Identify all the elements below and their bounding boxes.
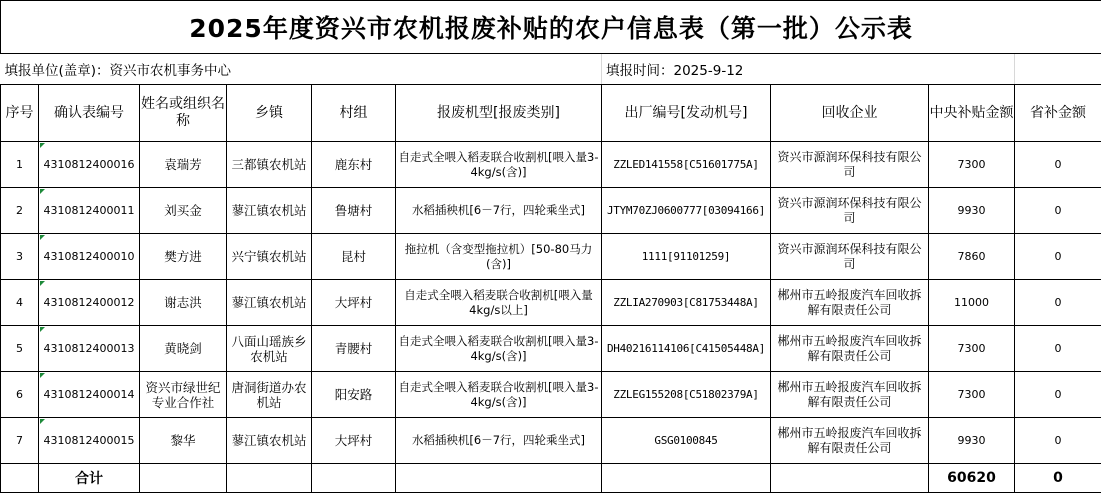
cell-seq: 1	[1, 142, 39, 188]
cell-confirm-no-text: 4310812400015	[43, 434, 135, 447]
cell-name: 刘买金	[140, 188, 227, 234]
cell-factory-no: ZZLIA270903[C81753448A]	[602, 280, 771, 326]
cell-factory-no: ZZLED141558[C51601775A]	[602, 142, 771, 188]
cell-confirm-no	[39, 418, 140, 464]
header-central-subsidy: 中央补贴金额	[929, 85, 1015, 142]
cell-model: 水稻插秧机[6－7行，四轮乘坐式]	[396, 418, 602, 464]
cell-seq: 5	[1, 326, 39, 372]
cell-company: 郴州市五岭报废汽车回收拆解有限责任公司	[771, 372, 929, 418]
cell-central-subsidy: 7300	[929, 142, 1015, 188]
cell-town: 蓼江镇农机站	[227, 188, 312, 234]
reporting-unit: 填报单位(盖章)：资兴市农机事务中心	[1, 54, 396, 85]
cell-model: 自走式全喂入稻麦联合收割机[喂入量3-4kg/s(含)]	[396, 372, 602, 418]
cell-model: 自走式全喂入稻麦联合收割机[喂入量4kg/s以上]	[396, 280, 602, 326]
header-confirm-no: 确认表编号	[39, 85, 140, 142]
cell-village: 阳安路	[312, 372, 396, 418]
cell-seq: 4	[1, 280, 39, 326]
cell-village: 鲁塘村	[312, 188, 396, 234]
cell-central-subsidy: 9930	[929, 418, 1015, 464]
cell-provincial-subsidy: 0	[1015, 234, 1101, 280]
table-row	[1, 188, 1101, 234]
total-provincial-subsidy: 0	[1015, 464, 1101, 493]
cell-factory-no: JTYM70ZJ0600777[03094166]	[602, 188, 771, 234]
table-row	[1, 234, 1101, 280]
cell-factory-no: ZZLEG155208[C51802379A]	[602, 372, 771, 418]
cell-confirm-no-text: 4310812400010	[43, 250, 135, 263]
cell-marker-icon	[40, 189, 45, 194]
cell-village: 鹿东村	[312, 142, 396, 188]
empty-cell	[1, 464, 39, 493]
empty-cell	[929, 54, 1015, 85]
cell-model: 自走式全喂入稻麦联合收割机[喂入量3-4kg/s(含)]	[396, 326, 602, 372]
header-seq: 序号	[1, 85, 39, 142]
cell-central-subsidy: 7860	[929, 234, 1015, 280]
cell-factory-no: GSG0100845	[602, 418, 771, 464]
cell-factory-no: DH40216114106[C41505448A]	[602, 326, 771, 372]
cell-name: 袁瑞芳	[140, 142, 227, 188]
cell-town: 八面山瑶族乡农机站	[227, 326, 312, 372]
cell-company: 资兴市源润环保科技有限公司	[771, 234, 929, 280]
cell-provincial-subsidy: 0	[1015, 372, 1101, 418]
cell-marker-icon	[40, 373, 45, 378]
cell-confirm-no-text: 4310812400014	[43, 388, 135, 401]
cell-village: 昆村	[312, 234, 396, 280]
empty-cell	[312, 464, 396, 493]
empty-cell	[771, 464, 929, 493]
title-row	[1, 1, 1101, 54]
cell-confirm-no	[39, 326, 140, 372]
cell-town: 蓼江镇农机站	[227, 280, 312, 326]
cell-central-subsidy: 9930	[929, 188, 1015, 234]
cell-confirm-no	[39, 142, 140, 188]
table-row	[1, 326, 1101, 372]
cell-confirm-no-text: 4310812400011	[43, 204, 135, 217]
empty-cell	[1015, 54, 1101, 85]
cell-company: 郴州市五岭报废汽车回收拆解有限责任公司	[771, 326, 929, 372]
empty-cell	[396, 464, 602, 493]
header-provincial-subsidy: 省补金额	[1015, 85, 1101, 142]
cell-village: 大坪村	[312, 280, 396, 326]
total-central-subsidy: 60620	[929, 464, 1015, 493]
cell-village: 青腰村	[312, 326, 396, 372]
empty-cell	[227, 464, 312, 493]
cell-name: 樊方进	[140, 234, 227, 280]
header-factory-no: 出厂编号[发动机号]	[602, 85, 771, 142]
cell-company: 郴州市五岭报废汽车回收拆解有限责任公司	[771, 280, 929, 326]
cell-factory-no: 1111[91101259]	[602, 234, 771, 280]
empty-cell	[140, 464, 227, 493]
total-label: 合计	[39, 464, 140, 493]
cell-marker-icon	[40, 281, 45, 286]
cell-company: 郴州市五岭报废汽车回收拆解有限责任公司	[771, 418, 929, 464]
page-title: 2025年度资兴市农机报废补贴的农户信息表（第一批）公示表	[1, 1, 1101, 54]
cell-name: 黎华	[140, 418, 227, 464]
cell-town: 三都镇农机站	[227, 142, 312, 188]
header-name: 姓名或组织名称	[140, 85, 227, 142]
table-row	[1, 372, 1101, 418]
cell-seq: 6	[1, 372, 39, 418]
cell-name: 谢志洪	[140, 280, 227, 326]
cell-central-subsidy: 11000	[929, 280, 1015, 326]
header-row	[1, 85, 1101, 142]
cell-seq: 3	[1, 234, 39, 280]
cell-name: 资兴市绿世纪专业合作社	[140, 372, 227, 418]
cell-model: 自走式全喂入稻麦联合收割机[喂入量3-4kg/s(含)]	[396, 142, 602, 188]
table-row	[1, 418, 1101, 464]
info-row	[1, 54, 1101, 85]
header-village: 村组	[312, 85, 396, 142]
cell-village: 大坪村	[312, 418, 396, 464]
total-row	[1, 464, 1101, 493]
cell-model: 水稻插秧机[6－7行，四轮乘坐式]	[396, 188, 602, 234]
cell-central-subsidy: 7300	[929, 326, 1015, 372]
cell-central-subsidy: 7300	[929, 372, 1015, 418]
cell-town: 唐洞街道办农机站	[227, 372, 312, 418]
empty-cell	[396, 54, 602, 85]
cell-confirm-no	[39, 372, 140, 418]
cell-provincial-subsidy: 0	[1015, 280, 1101, 326]
cell-confirm-no	[39, 188, 140, 234]
table-row	[1, 280, 1101, 326]
cell-seq: 7	[1, 418, 39, 464]
cell-confirm-no	[39, 280, 140, 326]
cell-provincial-subsidy: 0	[1015, 188, 1101, 234]
cell-provincial-subsidy: 0	[1015, 142, 1101, 188]
header-company: 回收企业	[771, 85, 929, 142]
cell-name: 黄晓剑	[140, 326, 227, 372]
cell-confirm-no-text: 4310812400013	[43, 342, 135, 355]
cell-town: 蓼江镇农机站	[227, 418, 312, 464]
cell-marker-icon	[40, 327, 45, 332]
header-model: 报废机型[报废类别]	[396, 85, 602, 142]
cell-marker-icon	[40, 419, 45, 424]
cell-marker-icon	[40, 143, 45, 148]
cell-confirm-no	[39, 234, 140, 280]
cell-company: 资兴市源润环保科技有限公司	[771, 188, 929, 234]
cell-seq: 2	[1, 188, 39, 234]
cell-town: 兴宁镇农机站	[227, 234, 312, 280]
cell-company: 资兴市源润环保科技有限公司	[771, 142, 929, 188]
cell-confirm-no-text: 4310812400012	[43, 296, 135, 309]
cell-confirm-no-text: 4310812400016	[43, 158, 135, 171]
cell-provincial-subsidy: 0	[1015, 326, 1101, 372]
header-town: 乡镇	[227, 85, 312, 142]
cell-model: 拖拉机（含变型拖拉机）[50-80马力(含)]	[396, 234, 602, 280]
table-row	[1, 142, 1101, 188]
reporting-date: 填报时间：2025-9-12	[602, 54, 929, 85]
cell-marker-icon	[40, 235, 45, 240]
cell-provincial-subsidy: 0	[1015, 418, 1101, 464]
empty-cell	[602, 464, 771, 493]
